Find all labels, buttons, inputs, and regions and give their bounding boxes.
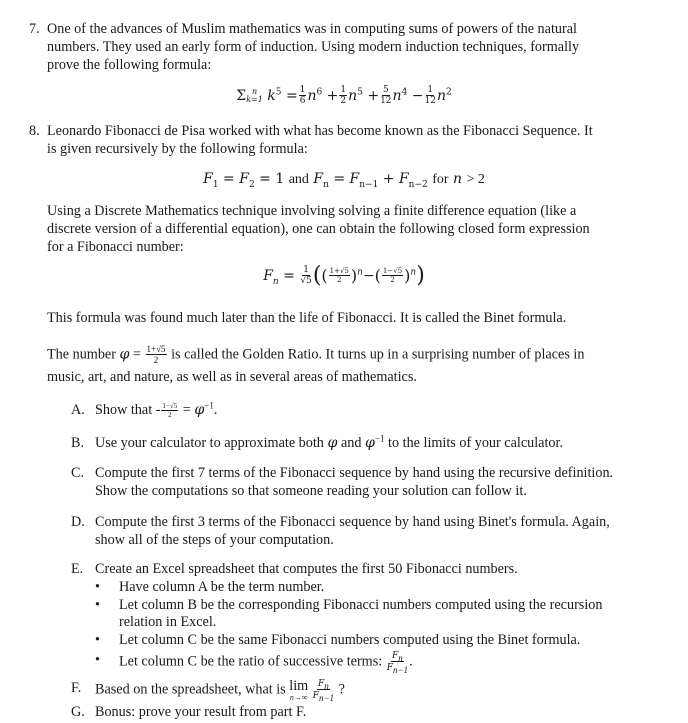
fraction <box>339 86 347 106</box>
exponent: n <box>357 267 363 278</box>
f-symbol: F <box>203 171 213 187</box>
period: . <box>213 402 218 418</box>
f-symbol: F <box>398 171 409 187</box>
numerator: F <box>392 651 399 661</box>
fibonacci-recursion-formula <box>0 170 688 189</box>
f-symbol: F <box>349 171 360 187</box>
denominator: 2 <box>340 96 347 106</box>
text: and <box>337 435 365 451</box>
fraction <box>299 86 307 106</box>
part-f-text <box>95 679 655 702</box>
text: to the limits of your calculator. <box>384 435 563 451</box>
problem-8-number: 8. <box>29 123 40 139</box>
question-mark: ? <box>335 681 345 698</box>
phi-symbol: φ <box>119 346 130 363</box>
subscript: n <box>324 680 329 691</box>
denominator: 2 <box>168 410 172 419</box>
text: Based on the spreadsheet, what is <box>95 681 290 698</box>
variable: n <box>452 171 463 187</box>
numerator: F <box>318 679 325 689</box>
part-f-letter: F. <box>71 680 82 696</box>
text: Let column C be the ratio of successive terms: <box>119 653 386 670</box>
coefficient-fraction <box>300 266 311 286</box>
sum-of-fifth-powers-formula <box>0 86 688 106</box>
subscript: n−2 <box>408 179 428 190</box>
subscript: 1 <box>212 179 219 190</box>
exponent: −1 <box>204 400 214 411</box>
limit-operator <box>289 679 308 702</box>
exponent: 6 <box>316 87 323 98</box>
sum-exponent: 5 <box>275 87 282 98</box>
problem-8-intro-line-1: Leonardo Fibonacci de Pisa worked with what has become known as the Fibonacci Sequence. It <box>47 123 593 139</box>
part-g-letter: G. <box>71 704 85 720</box>
part-a-text <box>95 401 655 419</box>
golden-ratio-fraction <box>146 345 167 365</box>
part-e-bullet-4 <box>119 651 655 673</box>
text: Use your calculator to approximate both <box>95 435 328 451</box>
part-a-letter: A. <box>71 402 85 418</box>
variable: n <box>392 88 402 104</box>
equals: = <box>283 268 295 284</box>
numerator: 1 <box>299 85 306 95</box>
problem-7-line-1: One of the advances of Muslim mathematics was in computing sums of powers of the natural <box>47 21 577 37</box>
ratio-fraction <box>387 651 408 673</box>
limit-subscript: n→∞ <box>289 693 308 703</box>
text: Show that - <box>95 402 161 418</box>
part-e-bullet-3: Let column C be the same Fibonacci numbers computed using the Binet formula. <box>119 632 581 648</box>
equals: = <box>259 171 271 187</box>
term-sign: = <box>285 88 298 104</box>
denominator: F <box>386 663 393 673</box>
denominator: 12 <box>424 96 436 106</box>
ratio-fraction <box>313 679 334 701</box>
part-e-bullet-1: Have column A be the term number. <box>119 579 325 595</box>
binet-formula: $F_n$ = $\frac{1}{√5}$ (( $\frac{1+√5}{2}$ )$^n$−( $\frac{1-√5}{2}$ )$^n$) <box>263 263 425 288</box>
bullet-icon: • <box>95 652 100 668</box>
part-c-letter: C. <box>71 465 85 481</box>
for-word: for <box>432 172 449 187</box>
condition: > 2 <box>466 172 485 187</box>
part-b-text <box>95 434 655 452</box>
part-g-text: Bonus: prove your result from part F. <box>95 704 307 720</box>
equals: = <box>333 171 346 187</box>
subscript: n <box>398 652 403 663</box>
problem-7-line-3: prove the following formula: <box>47 57 212 73</box>
period: . <box>409 653 413 670</box>
sum-lower-limit: k=1 <box>246 95 263 104</box>
subscript: n−1 <box>318 692 335 703</box>
problem-7-line-2: numbers. They used an early form of induction. Using modern induction techniques, formally <box>47 39 580 55</box>
fraction <box>424 86 435 106</box>
part-e-text: Create an Excel spreadsheet that computes the first 50 Fibonacci numbers. <box>95 561 518 577</box>
and-word: and <box>288 172 309 187</box>
bullet-icon: • <box>95 632 100 648</box>
binet-note: This formula was found much later than the life of Fibonacci. It is called the Binet formula. <box>47 310 567 326</box>
phi-symbol: φ <box>194 402 205 418</box>
closed-form-line-1: Using a Discrete Mathematics technique involving solving a finite difference equation (like a <box>47 203 577 219</box>
part-c-line-1: Compute the first 7 terms of the Fibonacci sequence by hand using the recursive definition. <box>95 465 614 481</box>
f-symbol: F <box>263 268 273 284</box>
text: is called the Golden Ratio. It turns up in a surprising number of places in <box>171 346 585 363</box>
variable: n <box>436 88 446 104</box>
sum-upper-limit: n <box>251 87 258 96</box>
numerator: 1 <box>340 85 347 95</box>
term-sign: + <box>326 88 339 104</box>
problem-8-intro-line-2: is given recursively by the following formula: <box>47 141 308 157</box>
exponent: n <box>410 267 417 278</box>
bullet-icon: • <box>95 579 100 595</box>
bullet-icon: • <box>95 597 100 613</box>
subscript: n <box>323 179 329 190</box>
part-c-line-2: Show the computations so that someone reading your solution can follow it. <box>95 483 527 499</box>
problem-7-number: 7. <box>29 21 40 37</box>
numerator: 1 <box>303 265 309 275</box>
exponent: 5 <box>357 87 363 98</box>
fraction <box>161 403 178 419</box>
denominator: √5 <box>300 276 312 286</box>
part-d-line-2: show all of the steps of your computation. <box>95 532 334 548</box>
part-d-line-1: Compute the first 3 terms of the Fibonacci sequence by hand using Binet's formula. Again, <box>95 514 610 530</box>
lim-word: lim <box>289 678 309 694</box>
part-e-bullet-2-line-2: relation in Excel. <box>119 614 217 630</box>
term-sign: + <box>367 88 380 104</box>
closed-form-line-2: discrete version of a differential equation), one can obtain the following closed form expression <box>47 221 590 237</box>
denominator: 2 <box>153 355 159 365</box>
numerator: 1−√5 <box>382 267 403 275</box>
fraction <box>329 268 350 284</box>
exponent: 4 <box>401 87 408 98</box>
one: 1 <box>275 171 285 187</box>
phi-symbol: φ <box>327 435 338 451</box>
denominator: 6 <box>299 96 306 106</box>
subscript: n−1 <box>359 179 379 190</box>
part-e-letter: E. <box>71 561 84 577</box>
subscript: n−1 <box>392 664 409 675</box>
f-symbol: F <box>239 171 249 187</box>
denominator: 12 <box>380 96 392 106</box>
text: The number <box>47 346 116 363</box>
minus: − <box>362 268 375 284</box>
variable: n <box>307 88 317 104</box>
golden-ratio-line-2: music, art, and nature, as well as in several areas of mathematics. <box>47 369 417 385</box>
denominator: 2 <box>337 276 342 284</box>
subscript: 2 <box>248 179 255 190</box>
closed-form-line-3: for a Fibonacci number: <box>47 239 184 255</box>
part-d-letter: D. <box>71 514 85 530</box>
numerator: 1+√5 <box>329 267 349 275</box>
equals: = <box>132 346 141 363</box>
numerator: 1+√5 <box>146 344 166 354</box>
numerator: 5 <box>382 85 389 95</box>
equals: = <box>223 171 235 187</box>
denominator: 2 <box>390 276 395 284</box>
exponent: −1 <box>374 433 385 444</box>
exponent: 2 <box>445 87 452 98</box>
f-symbol: F <box>313 171 324 187</box>
fraction <box>382 268 403 284</box>
golden-ratio-line-1 <box>47 345 653 365</box>
part-e-bullet-2-line-1: Let column B be the corresponding Fibonacci numbers computed using the recursion <box>119 597 603 613</box>
equals: = <box>179 402 195 418</box>
variable: n <box>348 88 358 104</box>
term-sign: − <box>411 88 424 104</box>
subscript: n <box>272 276 279 287</box>
numerator: 1 <box>427 85 434 95</box>
denominator: F <box>312 691 319 701</box>
sum-term: k <box>267 88 276 104</box>
part-b-letter: B. <box>71 435 85 451</box>
sigma-symbol: Σ <box>236 88 247 104</box>
fraction <box>380 86 391 106</box>
phi-symbol: φ <box>364 435 375 451</box>
numerator: 1−√5 <box>162 401 178 410</box>
plus: + <box>382 171 395 187</box>
